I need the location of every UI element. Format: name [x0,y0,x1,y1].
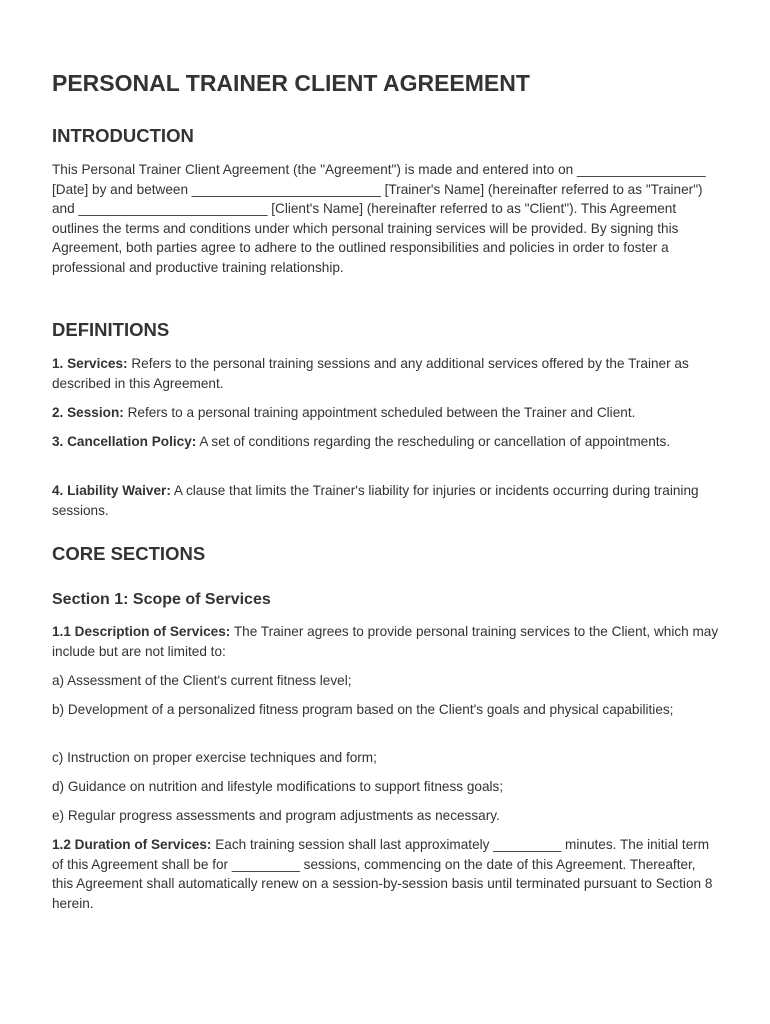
section-1-heading: Section 1: Scope of Services [52,591,271,608]
definition-item [52,432,720,452]
definition-text: A set of conditions regarding the rescheduling or cancellation of appointments. [199,434,671,449]
duration-of-services-paragraph [52,835,720,913]
definition-item [52,481,720,520]
introduction-paragraph: This Personal Trainer Client Agreement (the "Agreement") is made and entered into on _________________ [Date] by and between _________________________ [Trainer's Name] (hereinafter referred to as "Trainer") and _________________________ [Client's Name] (hereinafter referred to as "Client"). This Agreement outlines the terms and conditions under which personal training services will be provided. By signing this Agreement, both parties agree to adhere to the outlined responsibilities and policies in order to foster a professional and productive training relationship. [52,162,706,275]
core-sections-heading: CORE SECTIONS [52,543,206,564]
services-list-item: d) Guidance on nutrition and lifestyle modifications to support fitness goals; [52,779,504,794]
clause-term: 1.1 Description of Services: [52,624,231,639]
definitions-heading: DEFINITIONS [52,319,170,340]
definition-item [52,354,720,393]
definition-term: 4. Liability Waiver: [52,483,171,498]
definition-term: 3. Cancellation Policy: [52,434,197,449]
definition-term: 1. Services: [52,356,128,371]
definition-text: A clause that limits the Trainer's liability for injuries or incidents occurring during training sessions. [52,483,699,518]
services-list-item: b) Development of a personalized fitness program based on the Client's goals and physical capabilities; [52,702,674,717]
definition-text: Refers to a personal training appointment scheduled between the Trainer and Client. [127,405,636,420]
introduction-heading: INTRODUCTION [52,125,194,146]
services-list-item: c) Instruction on proper exercise techniques and form; [52,750,377,765]
definition-text: Refers to the personal training sessions and any additional services offered by the Trainer as described in this Agreement. [52,356,689,391]
services-list-item: a) Assessment of the Client's current fitness level; [52,673,352,688]
description-of-services-paragraph [52,622,720,661]
clause-term: 1.2 Duration of Services: [52,837,212,852]
document-title: PERSONAL TRAINER CLIENT AGREEMENT [52,70,530,96]
clause-text: The Trainer agrees to provide personal training services to the Client, which may include but are not limited to: [52,624,719,659]
definition-term: 2. Session: [52,405,124,420]
definition-item [52,403,720,423]
services-list-item: e) Regular progress assessments and program adjustments as necessary. [52,808,500,823]
clause-text: Each training session shall last approximately _________ minutes. The initial term of this Agreement shall be for _________ sessions, commencing on the date of this Agreement. Thereafter, this Agreement shall automatically renew on a session-by-session basis until terminated pursuant to Section 8 herein. [52,837,713,911]
